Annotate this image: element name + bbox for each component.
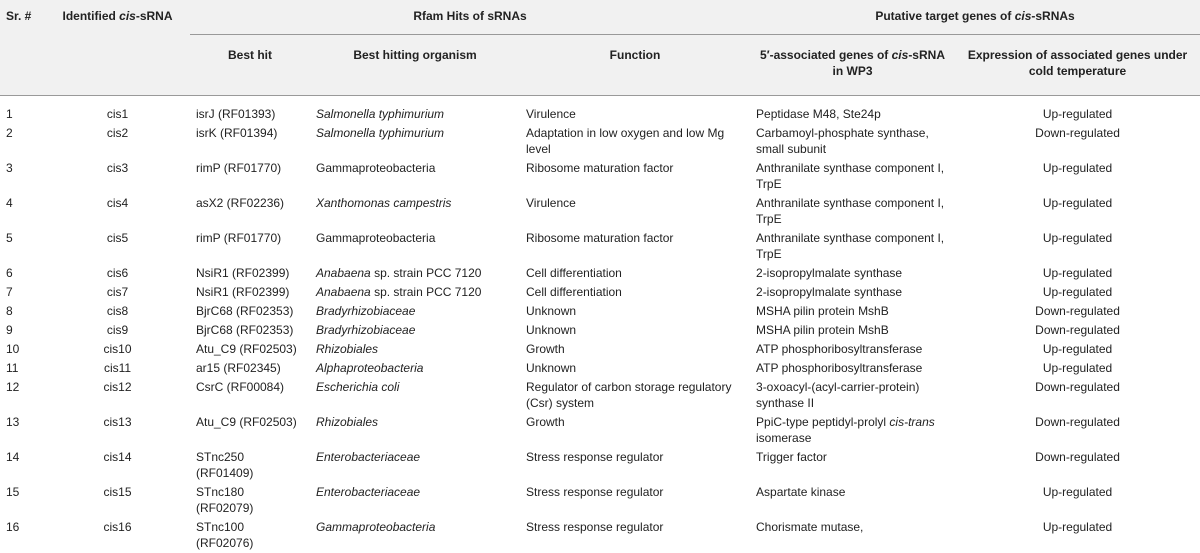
col-sr-header: Sr. # [0, 0, 45, 35]
table-body [0, 96, 1200, 553]
cell-expression: Up-regulated [955, 518, 1200, 553]
cell-sr: 9 [0, 321, 45, 340]
cell-sr: 13 [0, 413, 45, 448]
cell-sr: 4 [0, 194, 45, 229]
cell-best-hit: rimP (RF01770) [190, 229, 310, 264]
cell-organism: Rhizobiales [310, 413, 520, 448]
cell-best-hit: Atu_C9 (RF02503) [190, 340, 310, 359]
cell-sr: 10 [0, 340, 45, 359]
cell-expression: Up-regulated [955, 159, 1200, 194]
cell-best-hit: STnc180 (RF02079) [190, 483, 310, 518]
table-row [0, 378, 1200, 413]
cell-organism: Enterobacteriaceae [310, 448, 520, 483]
cell-function: Stress response regulator [520, 518, 750, 553]
cell-function: Ribosome maturation factor [520, 159, 750, 194]
cell-assoc-gene: ATP phosphoribosyltransferase [750, 359, 955, 378]
cell-identified: cis4 [45, 194, 190, 229]
table-row [0, 340, 1200, 359]
cell-expression: Up-regulated [955, 194, 1200, 229]
cell-organism: Escherichia coli [310, 378, 520, 413]
cell-organism: Bradyrhizobiaceae [310, 302, 520, 321]
cell-assoc-gene: Anthranilate synthase component I, TrpE [750, 159, 955, 194]
table-row [0, 483, 1200, 518]
cell-organism: Gammaproteobacteria [310, 159, 520, 194]
table-row [0, 229, 1200, 264]
cell-identified: cis5 [45, 229, 190, 264]
cell-identified: cis14 [45, 448, 190, 483]
col-assoc-genes-header: 5′-associated genes of cis-sRNA in WP3 [750, 35, 955, 96]
cell-sr: 14 [0, 448, 45, 483]
cell-function: Ribosome maturation factor [520, 229, 750, 264]
cell-expression: Up-regulated [955, 483, 1200, 518]
cell-function: Cell differentiation [520, 283, 750, 302]
cell-function: Growth [520, 413, 750, 448]
header-sub-row [0, 35, 1200, 96]
cell-identified: cis6 [45, 264, 190, 283]
col-expression-header: Expression of associated genes under cold temperature [955, 35, 1200, 96]
cell-assoc-gene: MSHA pilin protein MshB [750, 321, 955, 340]
cell-assoc-gene: Peptidase M48, Ste24p [750, 96, 955, 125]
cell-assoc-gene: Chorismate mutase, [750, 518, 955, 553]
cell-expression: Up-regulated [955, 340, 1200, 359]
cell-expression: Down-regulated [955, 124, 1200, 159]
table-row [0, 448, 1200, 483]
cell-identified: cis3 [45, 159, 190, 194]
cell-best-hit: BjrC68 (RF02353) [190, 321, 310, 340]
table-row [0, 359, 1200, 378]
cell-best-hit: Atu_C9 (RF02503) [190, 413, 310, 448]
cell-expression: Down-regulated [955, 302, 1200, 321]
table-row [0, 194, 1200, 229]
table-row [0, 321, 1200, 340]
cell-function: Stress response regulator [520, 483, 750, 518]
cell-identified: cis16 [45, 518, 190, 553]
cell-organism: Anabaena sp. strain PCC 7120 [310, 283, 520, 302]
cell-assoc-gene: ATP phosphoribosyltransferase [750, 340, 955, 359]
cell-sr: 6 [0, 264, 45, 283]
cell-identified: cis12 [45, 378, 190, 413]
cell-organism: Salmonella typhimurium [310, 124, 520, 159]
cell-sr: 15 [0, 483, 45, 518]
table-row [0, 302, 1200, 321]
putative-group-header: Putative target genes of cis-sRNAs [750, 0, 1200, 35]
cell-organism: Bradyrhizobiaceae [310, 321, 520, 340]
cell-sr: 7 [0, 283, 45, 302]
cell-assoc-gene: PpiC-type peptidyl-prolyl cis-trans isomerase [750, 413, 955, 448]
cell-identified: cis1 [45, 96, 190, 125]
cell-expression: Up-regulated [955, 264, 1200, 283]
cell-organism: Gammaproteobacteria [310, 229, 520, 264]
col-best-org-header: Best hitting organism [310, 35, 520, 96]
cell-assoc-gene: 2-isopropylmalate synthase [750, 264, 955, 283]
cell-identified: cis15 [45, 483, 190, 518]
cell-best-hit: rimP (RF01770) [190, 159, 310, 194]
cell-best-hit: NsiR1 (RF02399) [190, 283, 310, 302]
cell-sr: 16 [0, 518, 45, 553]
cell-identified: cis11 [45, 359, 190, 378]
table-row [0, 96, 1200, 125]
cell-best-hit: BjrC68 (RF02353) [190, 302, 310, 321]
cell-function: Growth [520, 340, 750, 359]
cell-function: Virulence [520, 96, 750, 125]
col-best-hit-header: Best hit [190, 35, 310, 96]
cell-expression: Down-regulated [955, 378, 1200, 413]
cell-assoc-gene: Anthranilate synthase component I, TrpE [750, 194, 955, 229]
cell-assoc-gene: 2-isopropylmalate synthase [750, 283, 955, 302]
cell-assoc-gene: Trigger factor [750, 448, 955, 483]
cell-function: Unknown [520, 359, 750, 378]
cell-expression: Up-regulated [955, 96, 1200, 125]
cell-expression: Down-regulated [955, 413, 1200, 448]
cell-expression: Up-regulated [955, 359, 1200, 378]
table-row [0, 264, 1200, 283]
cell-assoc-gene: Carbamoyl-phosphate synthase, small subunit [750, 124, 955, 159]
cell-best-hit: isrK (RF01394) [190, 124, 310, 159]
cell-best-hit: ar15 (RF02345) [190, 359, 310, 378]
cell-expression: Up-regulated [955, 283, 1200, 302]
cell-assoc-gene: Aspartate kinase [750, 483, 955, 518]
cell-organism: Alphaproteobacteria [310, 359, 520, 378]
cell-assoc-gene: Anthranilate synthase component I, TrpE [750, 229, 955, 264]
cell-identified: cis9 [45, 321, 190, 340]
table-row [0, 413, 1200, 448]
cell-best-hit: CsrC (RF00084) [190, 378, 310, 413]
cell-expression: Down-regulated [955, 448, 1200, 483]
cell-sr: 3 [0, 159, 45, 194]
cell-function: Regulator of carbon storage regulatory (Csr) system [520, 378, 750, 413]
table-row [0, 124, 1200, 159]
cell-best-hit: STnc100 (RF02076) [190, 518, 310, 553]
cell-best-hit: isrJ (RF01393) [190, 96, 310, 125]
cell-sr: 11 [0, 359, 45, 378]
cell-sr: 2 [0, 124, 45, 159]
cell-expression: Up-regulated [955, 229, 1200, 264]
cell-sr: 5 [0, 229, 45, 264]
cell-assoc-gene: 3-oxoacyl-(acyl-carrier-protein) synthase II [750, 378, 955, 413]
cell-organism: Enterobacteriaceae [310, 483, 520, 518]
cell-function: Unknown [520, 321, 750, 340]
cell-best-hit: NsiR1 (RF02399) [190, 264, 310, 283]
rfam-group-header: Rfam Hits of sRNAs [190, 0, 750, 35]
cell-organism: Anabaena sp. strain PCC 7120 [310, 264, 520, 283]
cell-assoc-gene: MSHA pilin protein MshB [750, 302, 955, 321]
table-row [0, 159, 1200, 194]
cell-function: Adaptation in low oxygen and low Mg level [520, 124, 750, 159]
cell-expression: Down-regulated [955, 321, 1200, 340]
cell-best-hit: STnc250 (RF01409) [190, 448, 310, 483]
cell-organism: Xanthomonas campestris [310, 194, 520, 229]
cell-identified: cis7 [45, 283, 190, 302]
cell-sr: 12 [0, 378, 45, 413]
cell-function: Unknown [520, 302, 750, 321]
cell-identified: cis10 [45, 340, 190, 359]
cell-function: Virulence [520, 194, 750, 229]
cell-identified: cis13 [45, 413, 190, 448]
cell-sr: 8 [0, 302, 45, 321]
cell-organism: Rhizobiales [310, 340, 520, 359]
table-row [0, 518, 1200, 553]
cell-identified: cis8 [45, 302, 190, 321]
cell-best-hit: asX2 (RF02236) [190, 194, 310, 229]
cell-sr: 1 [0, 96, 45, 125]
cell-function: Stress response regulator [520, 448, 750, 483]
col-identified-header: Identified cis-sRNA [45, 0, 190, 35]
table-row [0, 283, 1200, 302]
header-group-row [0, 0, 1200, 35]
cell-organism: Gammaproteobacteria [310, 518, 520, 553]
cell-identified: cis2 [45, 124, 190, 159]
cell-organism: Salmonella typhimurium [310, 96, 520, 125]
col-function-header: Function [520, 35, 750, 96]
cell-function: Cell differentiation [520, 264, 750, 283]
